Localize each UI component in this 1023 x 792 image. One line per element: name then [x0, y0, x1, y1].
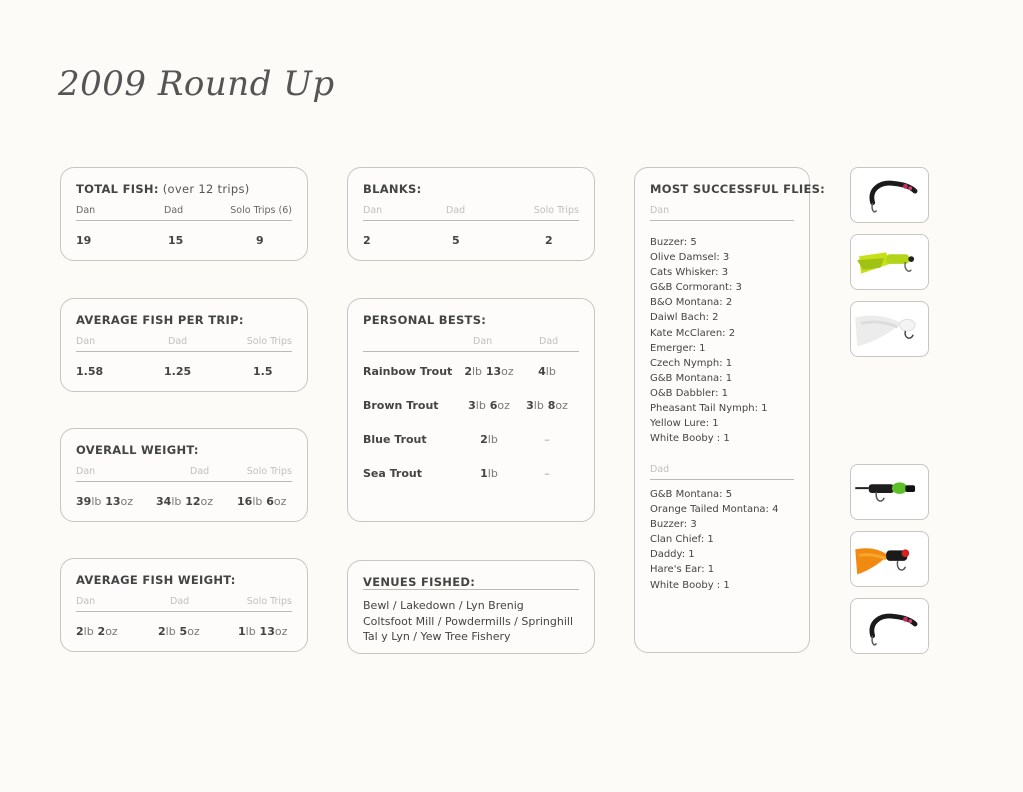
list-item: White Booby : 1 — [650, 579, 730, 591]
value-solo: 1.5 — [253, 365, 273, 378]
blanks-card — [347, 167, 595, 261]
column-headers — [363, 205, 579, 221]
buzzer-fly-icon — [850, 598, 929, 654]
header-solo: Solo Trips — [246, 466, 292, 477]
column-headers — [76, 336, 292, 352]
average-weight-card — [60, 558, 308, 652]
list-item: Daddy: 1 — [650, 549, 695, 561]
venues-title: VENUES FISHED: — [363, 575, 476, 589]
list-item: Yellow Lure: 1 — [650, 418, 719, 430]
card-title — [76, 182, 250, 196]
column-headers — [76, 205, 292, 221]
header-solo: Solo Trips (6) — [230, 205, 292, 216]
total-fish-card — [60, 167, 308, 261]
list-item: Pheasant Tail Nymph: 1 — [650, 403, 768, 415]
pb-row-blue-trout: Blue Trout 2lb – — [363, 433, 550, 446]
value-dan: 2lb 2oz — [76, 625, 118, 638]
header-dan: Dan — [76, 205, 96, 216]
list-item: B&O Montana: 2 — [650, 297, 733, 309]
average-fish-card — [60, 298, 308, 392]
page-title: 2009 Round Up — [58, 64, 335, 104]
values-row — [76, 234, 292, 250]
montana-fly-icon — [850, 464, 929, 520]
header-dan: Dan — [76, 466, 96, 477]
flies-title: MOST SUCCESSFUL FLIES: — [650, 182, 826, 196]
dan-header: Dan — [650, 205, 794, 221]
average-fish-title: AVERAGE FISH PER TRIP: — [76, 313, 244, 327]
venues-list — [363, 598, 584, 645]
orange-tailed-fly-icon — [850, 531, 929, 587]
blanks-title: BLANKS: — [363, 182, 422, 196]
values-row — [76, 365, 292, 381]
header-dad: Dad — [170, 596, 190, 607]
value-dad: 1.25 — [164, 365, 192, 378]
header-solo: Solo Trips — [246, 336, 292, 347]
value-solo: 9 — [256, 234, 264, 247]
pb-row-brown-trout: Brown Trout 3lb 6oz 3lb 8oz — [363, 399, 568, 412]
value-dan: 2 — [363, 234, 371, 247]
flies-card — [634, 167, 826, 653]
list-item: Buzzer: 5 — [650, 237, 697, 248]
total-fish-subtitle: (over 12 trips) — [162, 182, 250, 196]
buzzer-fly-icon — [850, 167, 929, 223]
header-dan: Dan — [76, 596, 96, 607]
pb-row-rainbow-trout: Rainbow Trout 2lb 13oz 4lb — [363, 365, 556, 378]
list-item: White Booby : 1 — [650, 433, 730, 445]
list-item: G&B Cormorant: 3 — [650, 282, 742, 294]
header-dan: Dan — [76, 336, 96, 347]
value-dad: 2lb 5oz — [158, 625, 200, 638]
column-headers — [76, 596, 292, 612]
list-item: Czech Nymph: 1 — [650, 357, 733, 369]
column-headers — [363, 336, 579, 352]
list-item: Hare's Ear: 1 — [650, 564, 715, 576]
dad-fly-list — [650, 487, 794, 593]
venues-card — [347, 560, 595, 654]
value-solo: 16lb 6oz — [237, 495, 287, 508]
values-row — [76, 625, 292, 641]
header-dad: Dad — [539, 336, 559, 347]
venue-line: Coltsfoot Mill / Powdermills / Springhill — [363, 614, 574, 628]
venue-line: Tal y Lyn / Yew Tree Fishery — [363, 630, 511, 643]
venue-line: Bewl / Lakedown / Lyn Brenig — [363, 599, 524, 612]
personal-bests-title: PERSONAL BESTS: — [363, 313, 487, 327]
list-item: Olive Damsel: 3 — [650, 252, 730, 264]
venues-divider — [363, 580, 579, 590]
list-item: Clan Chief: 1 — [650, 534, 714, 546]
list-item: G&B Montana: 1 — [650, 372, 733, 384]
list-item: Daiwl Bach: 2 — [650, 312, 719, 324]
value-dan: 1.58 — [76, 365, 104, 378]
values-row — [363, 234, 579, 250]
overall-weight-title: OVERALL WEIGHT: — [76, 443, 199, 457]
personal-bests-card — [347, 298, 595, 522]
header-dad: Dad — [446, 205, 466, 216]
total-fish-title: TOTAL FISH: — [76, 182, 159, 196]
value-solo: 2 — [545, 234, 553, 247]
header-dad: Dad — [190, 466, 210, 477]
yellow-lure-fly-icon — [850, 234, 929, 290]
column-headers — [76, 466, 292, 482]
list-item: Cats Whisker: 3 — [650, 267, 729, 279]
list-item: Buzzer: 3 — [650, 519, 697, 531]
list-item: G&B Montana: 5 — [650, 489, 733, 500]
value-dad: 15 — [168, 234, 184, 247]
header-solo: Solo Trips — [246, 596, 292, 607]
header-dad: Dad — [164, 205, 184, 216]
pb-row-sea-trout: Sea Trout 1lb – — [363, 467, 550, 480]
white-booby-fly-icon — [850, 301, 929, 357]
value-dan: 19 — [76, 234, 92, 247]
average-weight-title: AVERAGE FISH WEIGHT: — [76, 573, 236, 587]
values-row — [76, 495, 292, 511]
list-item: Emerger: 1 — [650, 342, 706, 354]
header-dan: Dan — [363, 205, 383, 216]
dad-header: Dad — [650, 464, 794, 480]
list-item: Kate McClaren: 2 — [650, 327, 736, 339]
list-item: O&B Dabbler: 1 — [650, 387, 729, 399]
value-dad: 34lb 12oz — [156, 495, 214, 508]
header-dan: Dan — [473, 336, 493, 347]
list-item: Orange Tailed Montana: 4 — [650, 504, 779, 516]
dan-fly-list — [650, 235, 794, 446]
value-dan: 39lb 13oz — [76, 495, 134, 508]
overall-weight-card — [60, 428, 308, 522]
header-solo: Solo Trips — [533, 205, 579, 216]
value-solo: 1lb 13oz — [238, 625, 288, 638]
header-dad: Dad — [168, 336, 188, 347]
value-dad: 5 — [452, 234, 460, 247]
